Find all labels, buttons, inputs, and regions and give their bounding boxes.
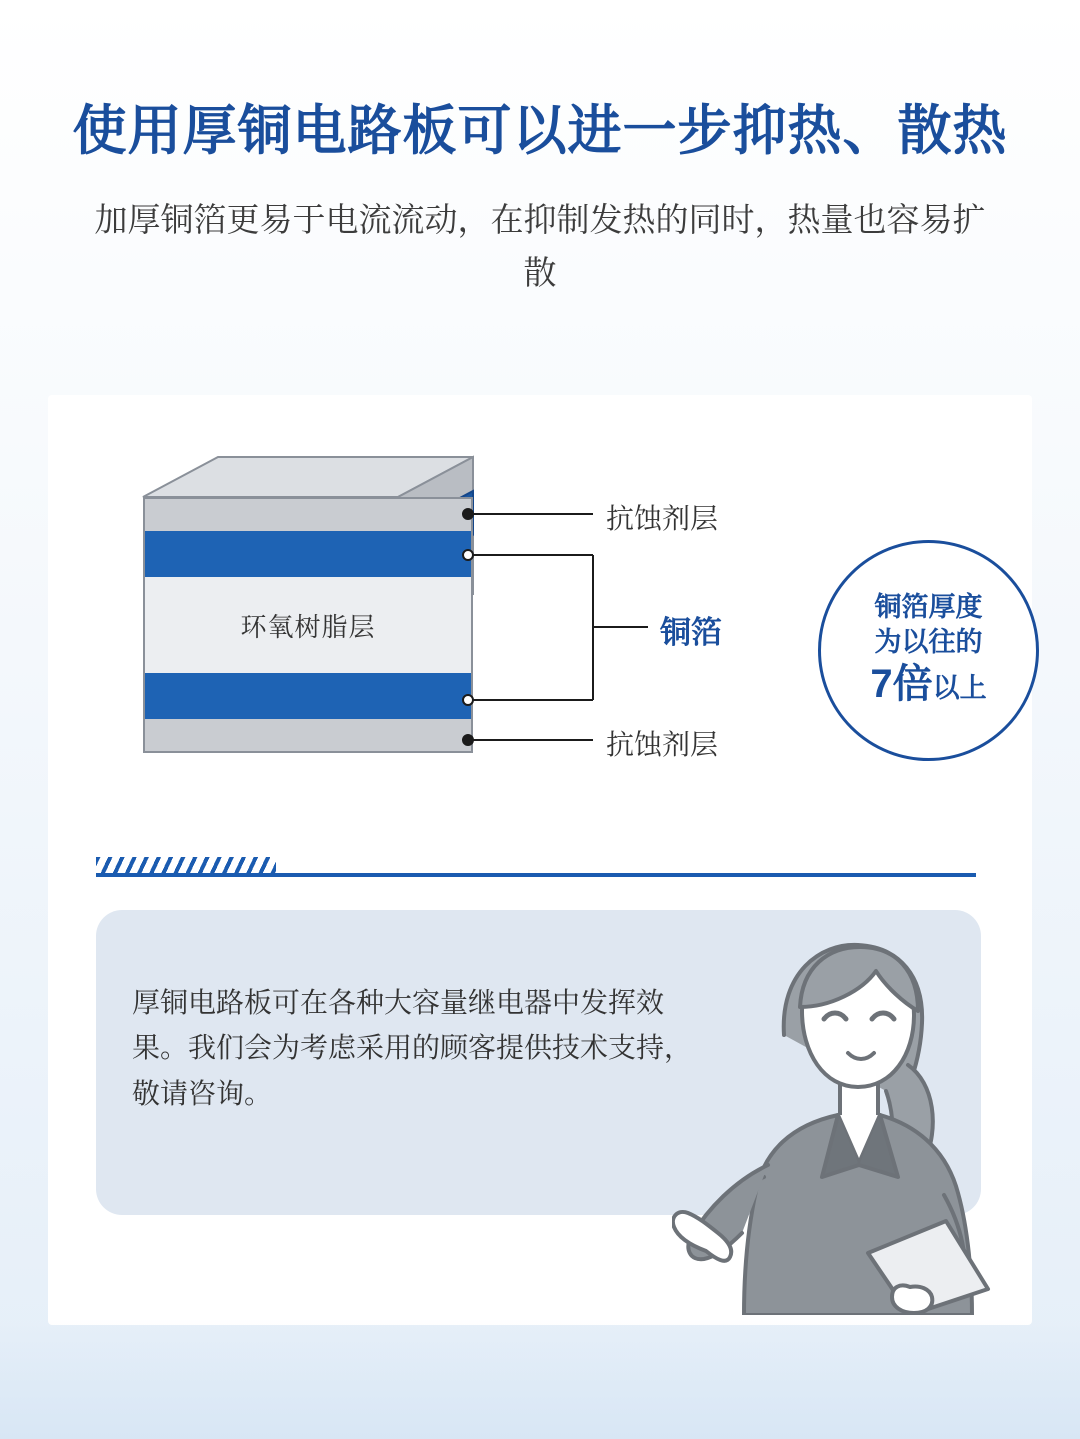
layer-bottom-copper (143, 673, 473, 719)
bottom-gradient (0, 1319, 1080, 1439)
badge-multiplier: 7倍 (870, 662, 933, 707)
callout-dot-bottom-copper (462, 694, 474, 706)
badge-line-3 (870, 659, 986, 710)
note-text: 厚铜电路板可在各种大容量继电器中发挥效果。我们会为考虑采用的顾客提供技术支持，敬请咨询。 (132, 987, 693, 1109)
divider-rule (96, 873, 976, 877)
layer-top-resist (143, 497, 473, 531)
page-title: 使用厚铜电路板可以进一步抑热、散热 (72, 101, 1008, 161)
pcb-layer-diagram (48, 395, 1032, 825)
content-card (48, 395, 1032, 1325)
epoxy-layer-label: 环氧树脂层 (240, 611, 376, 642)
presenter-illustration (672, 915, 1002, 1315)
badge-line-2: 为以往的 (874, 626, 983, 657)
section-divider (96, 857, 976, 883)
badge-line-1: 铜箔厚度 (874, 592, 983, 623)
layer-top-copper (143, 531, 473, 577)
page-subtitle: 加厚铜箔更易于电流流动，在抑制发热的同时，热量也容易扩散 (94, 201, 986, 291)
label-bottom-resist: 抗蚀剂层 (606, 729, 719, 760)
pcb-stack (98, 455, 518, 795)
callout-dot-bottom-resist (462, 734, 474, 746)
copper-thickness-badge (818, 540, 1039, 761)
layer-bottom-resist (143, 719, 473, 753)
badge-suffix: 以上 (932, 673, 987, 704)
label-top-resist: 抗蚀剂层 (606, 503, 719, 534)
label-copper-foil: 铜箔 (660, 615, 722, 650)
callout-dot-top-copper (462, 549, 474, 561)
callout-dot-top-resist (462, 508, 474, 520)
divider-hatch (96, 857, 276, 873)
